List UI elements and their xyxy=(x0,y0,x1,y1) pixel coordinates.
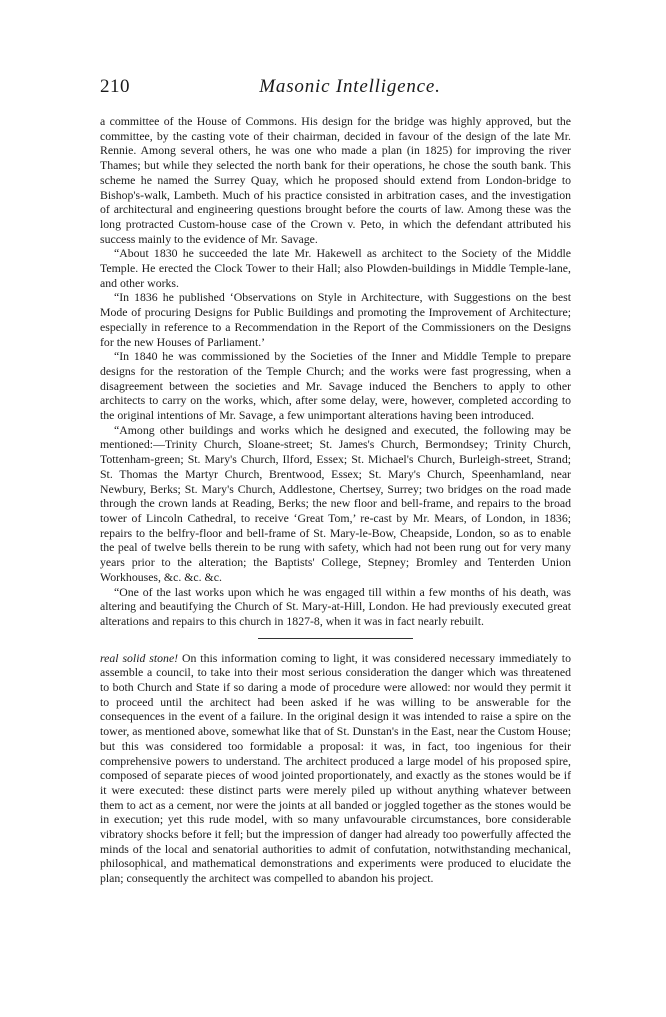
paragraph: “In 1836 he published ‘Observations on Style in Architecture, with Suggestions on the best Mode of procuring Designs for Public Buildings and promoting the Improvement of Architecture; especially in reference to a Recommendation in the Report of the Commissioners on the Designs for the new Houses of Parliament.’ xyxy=(100,290,571,349)
continuation-text: On this information coming to light, it was considered necessary immediately to assemble a council, to take into their most serious consideration the danger which was threatened to both Church and State if so daring a mode of procedure were allowed: nor would they permit it to proceed until the architect had been asked if he was willing to be answerable for the consequences in the event of a failure. In the original design it was intended to raise a spire on the tower, as mentioned above, somewhat like that of St. Dunstan's in the East, near the Custom House; but this was considered too formidable a proposal: it was, in fact, too ingenious for their comprehensive powers to understand. The architect produced a large model of his proposed spire, composed of separate pieces of wood jointed proportionately, and exactly as the stones would be if it were executed: these distinct parts were merely piled up without anything whatever between them to act as a cement, nor were the joints at all banded or joggled together as the stones would be in execution; yet this rude model, with so many unfavourable circumstances, bore considerable vibratory shocks before it fell; but the impression of danger had already too powerfully affected the minds of the local and senatorial authorities to admit of confutation, notwithstanding mechanical, philosophical, and mathematical demonstrations and experiments were produced to elucidate the plan; consequently the architect was compelled to abandon his project. xyxy=(100,650,571,886)
running-title: Masonic Intelligence. xyxy=(259,76,441,97)
paragraph: “In 1840 he was commissioned by the Societies of the Inner and Middle Temple to prepare designs for the restoration of the Temple Church; and the works were fast progressing, when a disagreement between the societies and Mr. Savage induced the Benchers to apply to other architects to carry on the works, which, after some delay, were, however, completed according to the original intentions of Mr. Savage, a few unimportant alterations having been introduced. xyxy=(100,349,571,423)
continuation-lead: real solid stone! xyxy=(100,650,179,665)
continuation-paragraph xyxy=(100,651,571,886)
paragraph: a committee of the House of Commons. His design for the bridge was highly approved, but the committee, by the casting vote of their chairman, decided in favour of the design of the late Mr. Rennie. Among several others, he was one who made a plan (in 1825) for improving the river Thames; but while they selected the north bank for their operations, he chose the south bank. This scheme he named the Surrey Quay, which he proposed should extend from London-bridge to Bishop's-walk, Lambeth. Much of his practice consisted in arbitration cases, and the investigation of architectural and engineering questions brought before the courts of law. Among these was the long protracted Custom-house case of the Crown v. Peto, in which the defendant attributed his success mainly to the evidence of Mr. Savage. xyxy=(100,114,571,246)
paragraph: “One of the last works upon which he was engaged till within a few months of his death, was altering and beautifying the Church of St. Mary-at-Hill, London. He had previously executed great alterations and repairs to this church in 1827-8, when it was in fact nearly rebuilt. xyxy=(100,584,571,628)
paragraph: “Among other buildings and works which he designed and executed, the following may be mentioned:—Trinity Church, Sloane-street; St. James's Church, Bermondsey; Trinity Church, Tottenham-green; St. Mary's Church, Ilford, Essex; St. Michael's Church, Burleigh-street, Strand; St. Thomas the Martyr Church, Brentwood, Essex; St. Mary's Church, Speenhamland, near Newbury, Berks; St. Mary's Church, Addlestone, Chertsey, Surrey; two bridges on the road made through the crown lands at Reading, Berks; the new floor and bell-frame, and repairs to the broad tower of Lincoln Cathedral, to receive ‘Great Tom,’ re-cast by Mr. Mears, of London, in 1836; repairs to the belfry-floor and bell-frame of St. Mary-le-Bow, Cheapside, London, so as to enable the peal of twelve bells therein to be rung with safety, which had not been rung out for very many years prior to the alteration; the Baptists' College, Stepney; Bromley and Tenterden Union Workhouses, &c. &c. &c. xyxy=(100,422,571,584)
section-divider xyxy=(258,638,413,639)
page-header xyxy=(100,76,570,104)
body-text xyxy=(100,114,571,886)
page-number: 210 xyxy=(100,76,130,97)
paragraph: “About 1830 he succeeded the late Mr. Hakewell as architect to the Society of the Middle Temple. He erected the Clock Tower to their Hall; also Plowden-buildings in Middle Temple-lane, and other works. xyxy=(100,246,571,290)
